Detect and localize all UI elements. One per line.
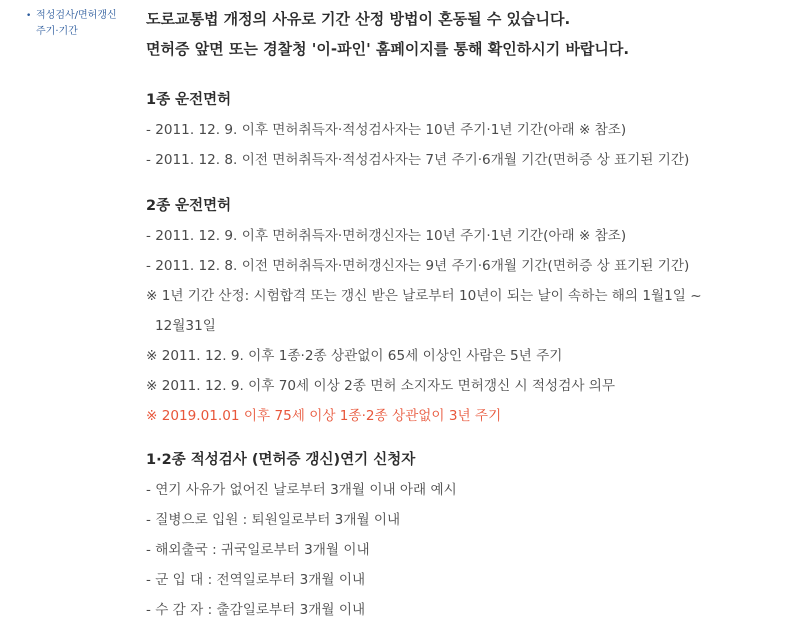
note-item-continuation: 12월31일 bbox=[155, 318, 216, 334]
section-title: 2종 운전면허 bbox=[146, 198, 232, 214]
list-item: - 2011. 12. 8. 이전 면허취득자·적성검사자는 7년 주기·6개월 기간(면허증 상 표기된 기간) bbox=[146, 152, 690, 168]
intro-line-1: 도로교통법 개정의 사유로 기간 산정 방법이 혼동될 수 있습니다. bbox=[146, 10, 571, 28]
bullet-icon: • bbox=[26, 11, 32, 21]
note-item: ※ 2011. 12. 9. 이후 70세 이상 2종 면허 소지자도 면허갱신 시 적성검사 의무 bbox=[146, 378, 616, 394]
list-item: - 수 감 자 : 출감일로부터 3개월 이내 bbox=[146, 602, 366, 618]
note-item: ※ 2011. 12. 9. 이후 1종·2종 상관없이 65세 이상인 사람은 5년 주기 bbox=[146, 348, 563, 364]
list-item: - 연기 사유가 없어진 날로부터 3개월 이내 아래 예시 bbox=[146, 482, 457, 498]
highlight-note: ※ 2019.01.01 이후 75세 이상 1종·2종 상관없이 3년 주기 bbox=[146, 408, 502, 424]
section-deferral-applicants bbox=[146, 445, 786, 625]
intro-line-2: 면허증 앞면 또는 경찰청 '이-파인' 홈페이지를 통해 확인하시기 바랍니다. bbox=[146, 40, 630, 58]
sidebar-item-label-line2: 주기·기간 bbox=[36, 26, 78, 37]
list-item: - 해외출국 : 귀국일로부터 3개월 이내 bbox=[146, 542, 370, 558]
list-item: - 군 입 대 : 전역일로부터 3개월 이내 bbox=[146, 572, 366, 588]
list-item: - 2011. 12. 9. 이후 면허취득자·면허갱신자는 10년 주기·1년 기간(아래 ※ 참조) bbox=[146, 228, 627, 244]
section-title: 1·2종 적성검사 (면허증 갱신)연기 신청자 bbox=[146, 452, 416, 468]
section-class1-license bbox=[146, 85, 786, 175]
note-item: ※ 1년 기간 산정: 시험합격 또는 갱신 받은 날로부터 10년이 되는 날이 속하는 해의 1월1일 ~ bbox=[146, 288, 702, 304]
section-class2-license bbox=[146, 191, 786, 431]
section-title: 1종 운전면허 bbox=[146, 92, 232, 108]
intro-notice bbox=[146, 4, 786, 64]
sidebar-item-aptitude-test-cycle[interactable] bbox=[26, 8, 128, 40]
main-content bbox=[146, 0, 786, 625]
list-item: - 2011. 12. 8. 이전 면허취득자·면허갱신자는 9년 주기·6개월 기간(면허증 상 표기된 기간) bbox=[146, 258, 690, 274]
sidebar bbox=[0, 0, 130, 601]
list-item: - 질병으로 입원 : 퇴원일로부터 3개월 이내 bbox=[146, 512, 401, 528]
sidebar-item-label-line1: 적성검사/면허갱신 bbox=[36, 10, 117, 21]
list-item: - 2011. 12. 9. 이후 면허취득자·적성검사자는 10년 주기·1년 기간(아래 ※ 참조) bbox=[146, 122, 627, 138]
